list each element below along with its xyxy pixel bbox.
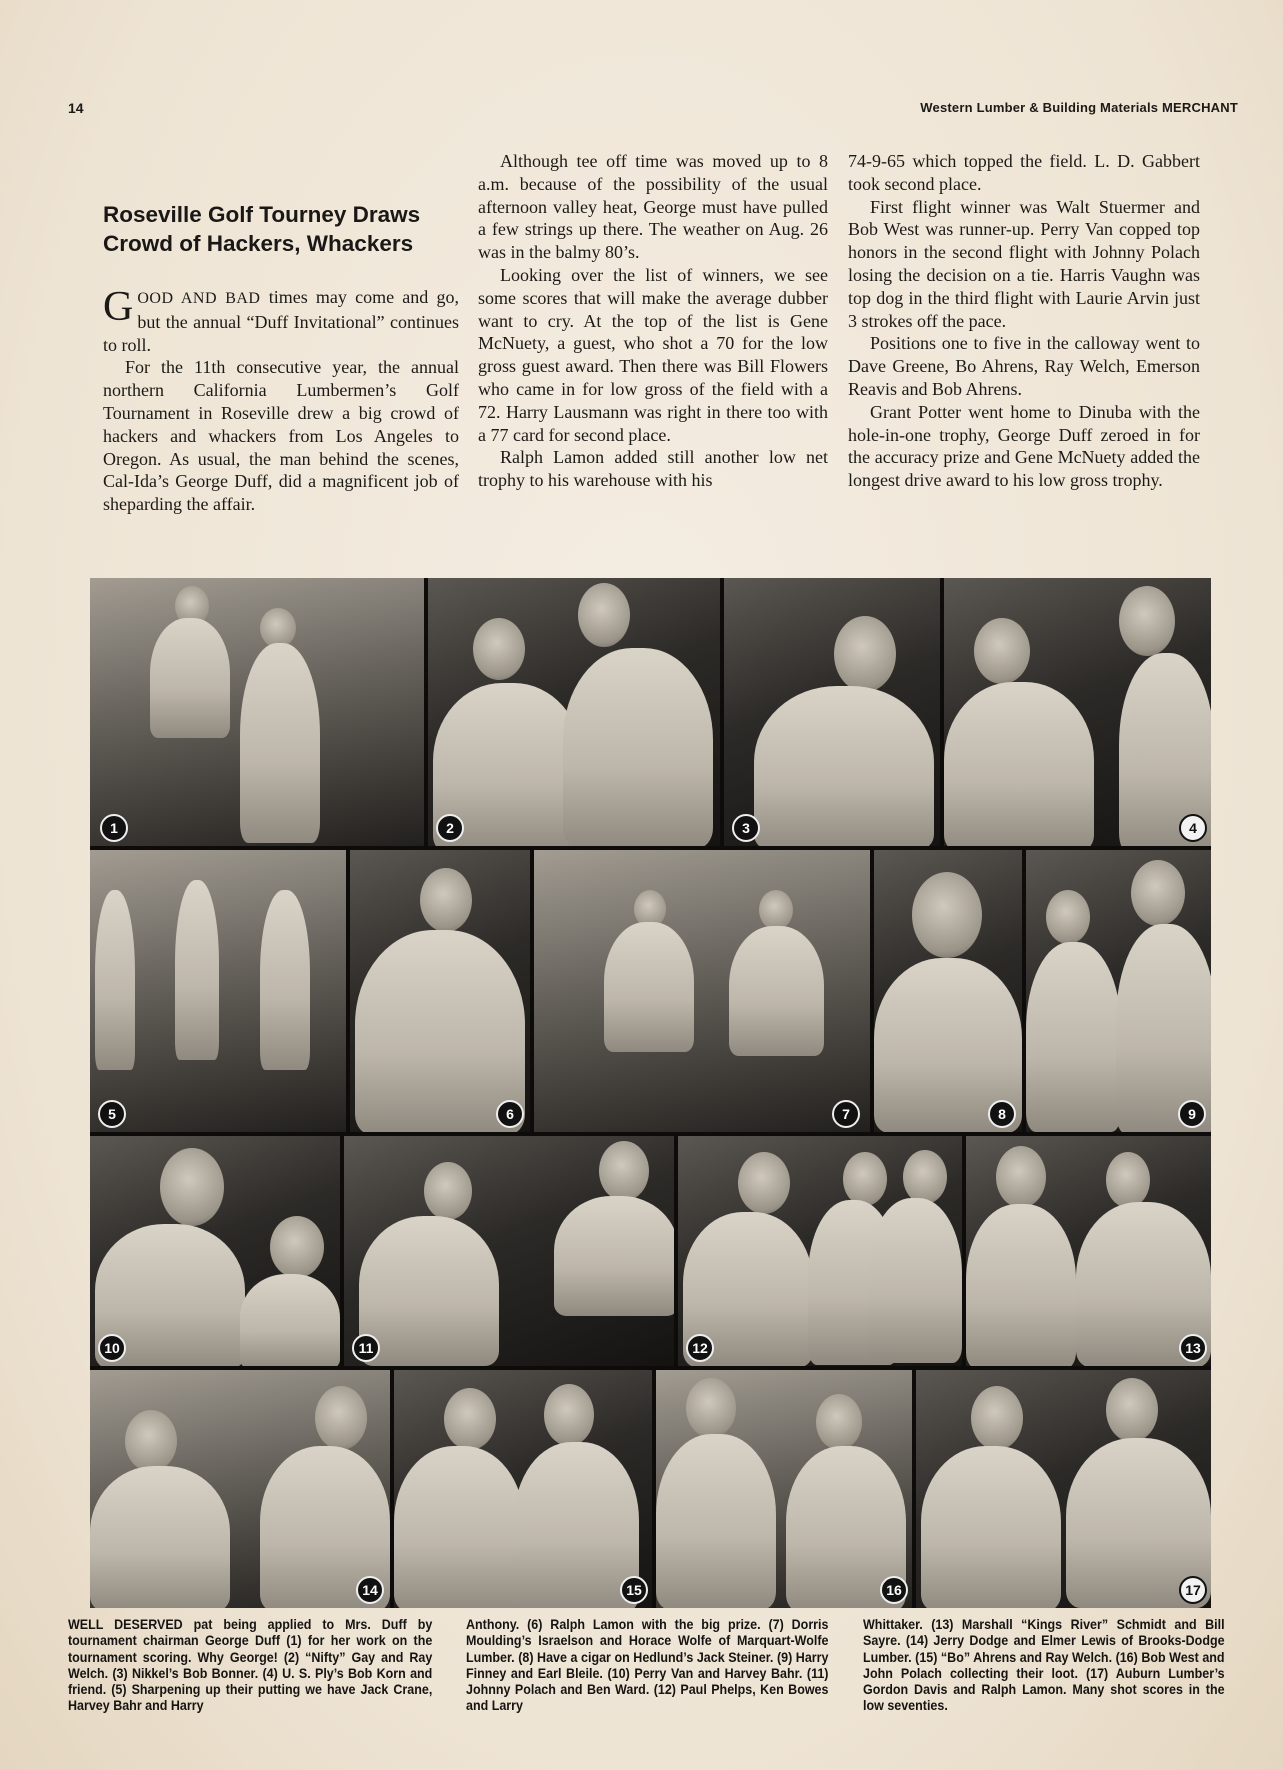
photo-number: 12 xyxy=(686,1334,714,1362)
lead-text: times may come and go, but the annual “Duff Invitational” continues to roll. xyxy=(103,287,459,355)
photo-12 xyxy=(678,1136,962,1366)
article-column-1 xyxy=(103,286,459,516)
photo-14 xyxy=(90,1370,390,1608)
paragraph: 74-9-65 which topped the field. L. D. Gabbert took second place. xyxy=(848,151,1200,194)
photo-3 xyxy=(724,578,940,846)
photo-caption-col-3: Whittaker. (13) Marshall “Kings River” Schmidt and Bill Sayre. (14) Jerry Dodge and Elmer Lewis of Brooks-Dodge Lumber. (15) “Bo” Ahrens and Ray Welch. (16) Bob West and John Polach collecting their loot. (17) Auburn Lumber’s Gordon Davis and Ralph Lamon. Many shot scores in the low seventies. xyxy=(863,1617,1225,1714)
paragraph: First flight winner was Walt Stuermer and Bob West was runner-up. Perry Van copped top honors in the second flight with Johnny Polach losing the decision on a tie. Harris Vaughn was top dog in the third flight with Laurie Arvin just 3 strokes off the pace. xyxy=(848,196,1200,331)
article-column-3 xyxy=(848,150,1200,492)
page-number: 14 xyxy=(68,100,84,116)
photo-number: 4 xyxy=(1179,814,1207,842)
photo-number: 6 xyxy=(496,1100,524,1128)
paragraph: Grant Potter went home to Dinuba with the hole-in-one trophy, George Duff zeroed in for the accuracy prize and Gene McNuety added the longest drive award to his low gross trophy. xyxy=(848,401,1200,491)
photo-17 xyxy=(916,1370,1211,1608)
photo-number: 11 xyxy=(352,1334,380,1362)
paragraph: Looking over the list of winners, we see some scores that will make the average dubber want to cry. At the top of the list is Gene McNuety, a guest, who shot a 70 for the low gross guest award. Then there was Bill Flowers who came in for low gross of the field with a 72. Harry Lausmann was right in there too with a 77 card for second place. xyxy=(478,264,828,445)
article-column-2 xyxy=(478,150,828,492)
photo-13 xyxy=(966,1136,1211,1366)
photo-4 xyxy=(944,578,1211,846)
paragraph: Although tee off time was moved up to 8 a.m. because of the possibility of the usual afternoon valley heat, George must have pulled a few strings up there. The weather on Aug. 26 was in the balmy 80’s. xyxy=(478,151,828,263)
photo-11 xyxy=(344,1136,674,1366)
paragraph: For the 11th consecutive year, the annual northern California Lumbermen’s Golf Tournament in Roseville drew a big crowd of hackers and whackers from Los Angeles to Oregon. As usual, the man behind the scenes, Cal-Ida’s George Duff, did a magnificent job of sheparding the affair. xyxy=(103,357,459,515)
photo-number: 10 xyxy=(98,1334,126,1362)
photo-16 xyxy=(656,1370,912,1608)
lead-paragraph xyxy=(103,286,459,356)
photo-number: 17 xyxy=(1179,1576,1207,1604)
masthead: Western Lumber & Building Materials MERCHANT xyxy=(920,100,1238,115)
photo-number: 14 xyxy=(356,1576,384,1604)
photo-number: 16 xyxy=(880,1576,908,1604)
photo-number: 13 xyxy=(1179,1334,1207,1362)
photo-number: 7 xyxy=(832,1100,860,1128)
photo-10 xyxy=(90,1136,340,1366)
photo-15 xyxy=(394,1370,652,1608)
photo-2 xyxy=(428,578,720,846)
photo-caption-col-2: Anthony. (6) Ralph Lamon with the big prize. (7) Dorris Moulding’s Israelson and Horace Wolfe of Marquart-Wolfe Lumber. (8) Have a cigar on Hedlund’s Jack Steiner. (9) Harry Finney and Earl Bleile. (10) Perry Van and Harvey Bahr. (11) Johnny Polach and Ben Ward. (12) Paul Phelps, Ken Bowes and Larry xyxy=(466,1617,829,1714)
photo-number: 15 xyxy=(620,1576,648,1604)
photo-1 xyxy=(90,578,424,846)
photo-number: 2 xyxy=(436,814,464,842)
photo-8 xyxy=(874,850,1022,1132)
paragraph: Positions one to five in the calloway went to Dave Greene, Bo Ahrens, Ray Welch, Emerson Reavis and Bob Ahrens. xyxy=(848,333,1200,399)
article-headline: Roseville Golf Tourney Draws Crowd of Hackers, Whackers xyxy=(103,202,421,256)
photo-caption-col-1: WELL DESERVED pat being applied to Mrs. Duff by tournament chairman George Duff (1) for her work on the tournament scoring. Why George! (2) “Nifty” Gay and Ray Welch. (3) Nikkel’s Bob Bonner. (4) U. S. Ply’s Bob Korn and friend. (5) Sharpening up their putting we have Jack Crane, Harvey Bahr and Harry xyxy=(68,1617,433,1714)
photo-number: 3 xyxy=(732,814,760,842)
photo-number: 5 xyxy=(98,1100,126,1128)
photo-number: 8 xyxy=(988,1100,1016,1128)
paragraph: Ralph Lamon added still another low net trophy to his warehouse with his xyxy=(478,447,828,491)
photo-6 xyxy=(350,850,530,1132)
drop-cap: G xyxy=(103,284,134,330)
lead-smallcaps: OOD AND BAD xyxy=(137,290,261,307)
photo-7 xyxy=(534,850,870,1132)
photo-9 xyxy=(1026,850,1211,1132)
photo-5 xyxy=(90,850,346,1132)
photo-grid xyxy=(90,578,1211,1608)
photo-number: 9 xyxy=(1178,1100,1206,1128)
photo-number: 1 xyxy=(100,814,128,842)
